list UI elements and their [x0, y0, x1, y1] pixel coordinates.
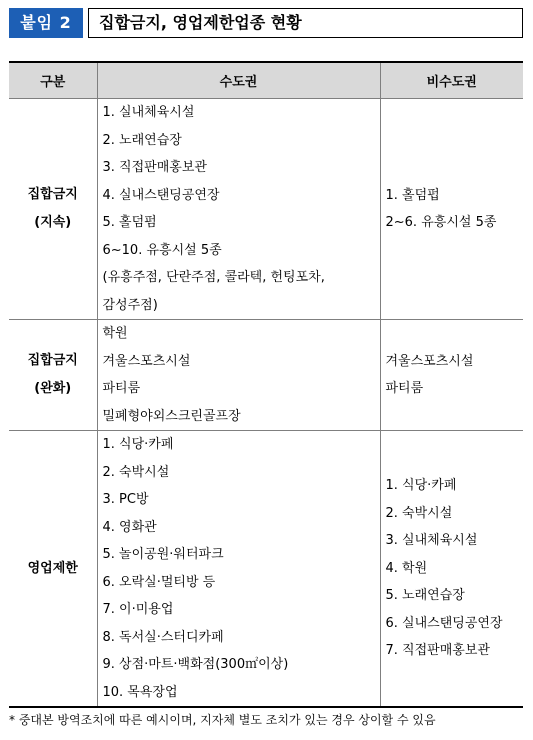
list-item: 7. 이·미용업	[102, 602, 174, 617]
category-label: (지속)	[34, 215, 72, 230]
table-body	[9, 99, 523, 708]
footnote: * 중대본 방역조치에 따른 예시이며, 지자체 별도 조치가 있는 경우 상이할 수 있음	[9, 713, 436, 727]
list-item: 5. 노래연습장	[385, 588, 465, 604]
category-label: 집합금지	[27, 187, 78, 202]
list-item: 3. 실내체육시설	[385, 533, 478, 549]
row-category	[9, 431, 97, 708]
header	[9, 8, 523, 38]
capital-area-cell	[97, 320, 380, 431]
list-item: 6~10. 유흥시설 5종	[102, 242, 222, 258]
list-item: 4. 영화관	[102, 519, 157, 535]
list-item: 10. 목욕장업	[102, 684, 178, 700]
business-restriction-table	[9, 61, 523, 708]
non-capital-area-cell	[380, 320, 523, 431]
row-category	[9, 99, 97, 320]
row-category	[9, 320, 97, 431]
list-item: 4. 실내스탠딩공연장	[102, 187, 220, 203]
table-row	[9, 99, 523, 320]
list-item: 밀폐형야외스크린골프장	[102, 408, 241, 424]
list-item: 겨울스포츠시설	[385, 353, 474, 369]
list-item: 1. 홀덤펍	[385, 187, 440, 203]
column-header-non-capital: 비수도권	[380, 62, 523, 99]
capital-area-cell	[97, 431, 380, 708]
list-item: 1. 식당·카페	[102, 437, 174, 452]
list-item: 1. 식당·카페	[385, 478, 457, 494]
list-item: 2. 숙박시설	[385, 505, 453, 521]
table-row	[9, 320, 523, 431]
list-item: 학원	[102, 326, 128, 341]
attachment-badge: 붙임 2	[9, 8, 83, 38]
list-item: 2. 숙박시설	[102, 464, 170, 480]
list-item: 5. 놀이공원·워터파크	[102, 547, 224, 562]
table-row	[9, 431, 523, 708]
list-item: 9. 상점·마트·백화점(300㎡이상)	[102, 657, 289, 672]
list-item: 5. 홀덤펌	[102, 215, 157, 230]
list-item: 1. 실내체육시설	[102, 105, 195, 120]
list-item: 감성주점)	[102, 297, 158, 313]
page-title: 집합금지, 영업제한업종 현황	[99, 13, 302, 32]
list-item: 3. 직접판매홍보관	[102, 160, 207, 175]
list-item: (유흥주점, 단란주점, 콜라텍, 헌팅포차,	[102, 270, 325, 285]
table-header-row	[9, 62, 523, 99]
list-item: 2. 노래연습장	[102, 132, 182, 148]
list-item: 2~6. 유흥시설 5종	[385, 215, 497, 230]
column-header-capital: 수도권	[97, 62, 380, 99]
list-item: 4. 학원	[385, 560, 428, 576]
non-capital-area-cell	[380, 99, 523, 320]
category-label: 집합금지	[27, 353, 78, 368]
category-label: 영업제한	[27, 560, 78, 576]
capital-area-cell	[97, 99, 380, 320]
list-item: 6. 실내스탠딩공연장	[385, 615, 503, 631]
list-item: 파티룸	[385, 381, 424, 396]
list-item: 3. PC방	[102, 492, 149, 507]
list-item: 겨울스포츠시설	[102, 353, 191, 369]
list-item: 6. 오락실·멀티방 등	[102, 574, 216, 590]
category-label: (완화)	[34, 381, 72, 396]
list-item: 파티룸	[102, 381, 141, 396]
list-item: 8. 독서실·스터디카페	[102, 629, 224, 645]
list-item: 7. 직접판매홍보관	[385, 643, 490, 659]
column-header-category: 구분	[9, 62, 97, 99]
title-box	[88, 8, 523, 38]
non-capital-area-cell	[380, 431, 523, 708]
